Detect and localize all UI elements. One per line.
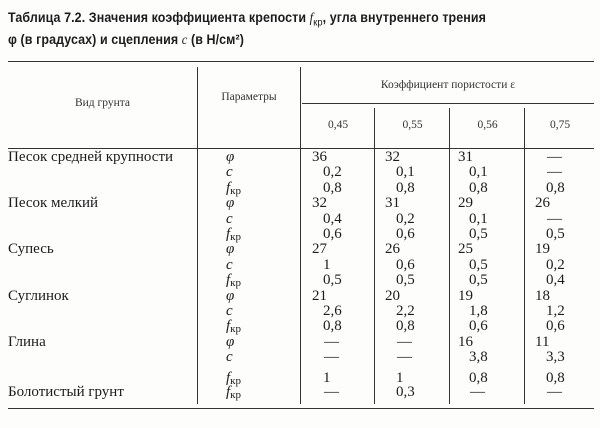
bottom-rule (8, 408, 594, 409)
value-cell: 0,4 (546, 272, 565, 289)
caption-text: , угла внутреннего трения (322, 10, 487, 25)
soil-type: Суглинок (8, 287, 69, 304)
top-rule (8, 61, 594, 62)
value-cell: 0,5 (469, 226, 488, 242)
table-row (0, 165, 600, 180)
table-row (0, 350, 600, 365)
header-col-1: 0,45 (327, 119, 349, 131)
table-row (0, 150, 600, 165)
value-cell: 26 (385, 241, 400, 258)
value-cell: 0,2 (546, 256, 565, 273)
value-cell: 3,8 (469, 349, 488, 366)
value-cell: 0,5 (546, 226, 565, 242)
table-row (0, 227, 600, 242)
value-cell: 1 (323, 256, 331, 273)
table-row (0, 289, 600, 304)
value-cell: 21 (312, 287, 327, 304)
header-parameters: Параметры (221, 91, 277, 103)
value-cell: 0,8 (323, 179, 342, 196)
value-cell: 0,6 (469, 318, 488, 335)
soil-type: Супесь (8, 241, 54, 258)
table-row (0, 181, 600, 196)
value-cell: — (324, 349, 339, 366)
value-cell: 0,6 (396, 226, 415, 242)
value-cell: 32 (312, 195, 327, 212)
value-cell: 1 (396, 369, 404, 386)
value-cell: 0,5 (396, 272, 415, 289)
value-cell: 0,5 (469, 256, 488, 273)
value-cell: — (547, 210, 562, 227)
parameter (226, 165, 233, 180)
caption-text: (в Н/см²) (187, 31, 244, 47)
caption-text: φ (в градусах) и сцепления (8, 31, 182, 47)
table-row (0, 258, 600, 273)
parameter-symbol: f (226, 318, 231, 335)
value-cell: 31 (385, 195, 400, 212)
parameter-symbol: φ (226, 149, 235, 165)
parameter-symbol: c (226, 349, 233, 366)
parameter-subscript: кр (230, 323, 242, 336)
value-cell: 0,1 (469, 164, 488, 181)
parameter-subscript: кр (230, 231, 242, 243)
value-cell: 0,6 (396, 256, 415, 273)
value-cell: 26 (535, 195, 550, 212)
value-cell: 3,3 (546, 349, 565, 366)
parameter-symbol: c (226, 256, 233, 273)
value-cell: 0,8 (546, 369, 565, 386)
parameter-subscript: кр (230, 389, 242, 401)
parameter (226, 335, 234, 350)
table-row (0, 212, 600, 227)
value-cell: 1,8 (469, 303, 488, 319)
value-cell: — (547, 384, 562, 400)
value-cell: 0,4 (323, 210, 342, 227)
value-cell: 2,6 (323, 303, 342, 319)
table-row (0, 273, 600, 288)
caption-line-2 (8, 32, 486, 48)
parameter-subscript: кр (230, 277, 242, 290)
parameter (226, 289, 234, 304)
value-cell: 0,8 (396, 318, 415, 335)
soil-type: Песок мелкий (8, 195, 99, 212)
parameter-symbol: f (226, 272, 231, 289)
value-cell: 0,8 (469, 179, 488, 196)
value-cell: 0,8 (396, 179, 415, 196)
table-row (0, 385, 600, 400)
value-cell: 25 (458, 241, 473, 258)
value-cell: — (397, 349, 412, 366)
parameter-symbol: c (226, 303, 233, 319)
value-cell: 0,8 (323, 318, 342, 335)
value-cell: 0,6 (546, 318, 565, 335)
value-cell: 0,5 (469, 272, 488, 289)
value-cell: — (547, 149, 562, 165)
parameter (226, 350, 233, 365)
value-cell: 0,2 (323, 164, 342, 181)
table-caption (8, 10, 486, 48)
parameter-symbol: φ (226, 241, 235, 258)
table-row (0, 319, 600, 334)
value-cell: — (547, 164, 562, 181)
value-cell: 0,1 (469, 210, 488, 227)
parameter-symbol: φ (226, 195, 235, 212)
header-porosity: Коэффициент пористости ε (380, 79, 516, 91)
value-cell: 31 (458, 149, 473, 165)
parameter-symbol: f (226, 369, 231, 386)
parameter (226, 385, 241, 403)
parameter-symbol: c (226, 164, 233, 181)
f-symbol: f (309, 10, 314, 25)
parameter (226, 150, 234, 165)
parameter (226, 304, 233, 319)
value-cell: — (324, 384, 339, 400)
value-cell: 19 (535, 241, 550, 258)
value-cell: 0,2 (396, 210, 415, 227)
value-cell: 0,6 (323, 226, 342, 242)
value-cell: 36 (312, 149, 327, 165)
value-cell: 29 (458, 195, 473, 212)
f-subscript: кр (313, 17, 323, 29)
value-cell: 0,8 (546, 179, 565, 196)
value-cell: 19 (458, 287, 473, 304)
value-cell: 16 (458, 333, 473, 350)
parameter-symbol: φ (226, 333, 235, 350)
parameter-subscript: кр (230, 184, 242, 197)
parameter (226, 242, 234, 257)
parameter-symbol: f (226, 179, 231, 196)
header-soil-type: Вид грунта (74, 97, 131, 109)
header-sub-rule (302, 103, 594, 104)
table-row (0, 196, 600, 211)
value-cell: 18 (535, 287, 550, 304)
value-cell: — (397, 333, 412, 350)
parameter (226, 212, 233, 227)
table-row (0, 335, 600, 350)
header-col-4: 0,75 (549, 119, 571, 131)
table-row (0, 304, 600, 319)
value-cell: 11 (535, 333, 550, 350)
soil-type: Песок средней крупности (8, 149, 174, 165)
parameter (226, 196, 234, 211)
soil-type: Глина (8, 333, 46, 350)
value-cell: 1,2 (546, 303, 565, 319)
value-cell: — (324, 333, 339, 350)
parameter (226, 258, 233, 273)
value-cell: 0,1 (396, 164, 415, 181)
caption-text: Таблица 7.2. Значения коэффициента крепости (8, 10, 310, 25)
value-cell: 0,8 (469, 369, 488, 386)
caption-line-1 (8, 10, 486, 32)
value-cell: — (470, 384, 485, 400)
table-row (0, 242, 600, 257)
header-col-2: 0,55 (402, 119, 423, 131)
value-cell: 1 (323, 369, 331, 386)
value-cell: 20 (385, 287, 400, 304)
parameter-symbol: f (226, 226, 231, 242)
parameter-symbol: c (226, 210, 233, 227)
parameter-symbol: φ (226, 287, 235, 304)
value-cell: 27 (312, 241, 327, 258)
value-cell: 32 (385, 149, 400, 165)
parameter-symbol: f (226, 384, 231, 400)
soil-type: Болотистый грунт (8, 384, 124, 400)
value-cell: 0,5 (323, 272, 342, 289)
header-col-3: 0,56 (477, 119, 498, 131)
value-cell: 2,2 (396, 303, 415, 319)
parameter-subscript: кр (230, 374, 242, 387)
c-symbol: c (181, 31, 188, 47)
value-cell: 0,3 (396, 384, 415, 400)
